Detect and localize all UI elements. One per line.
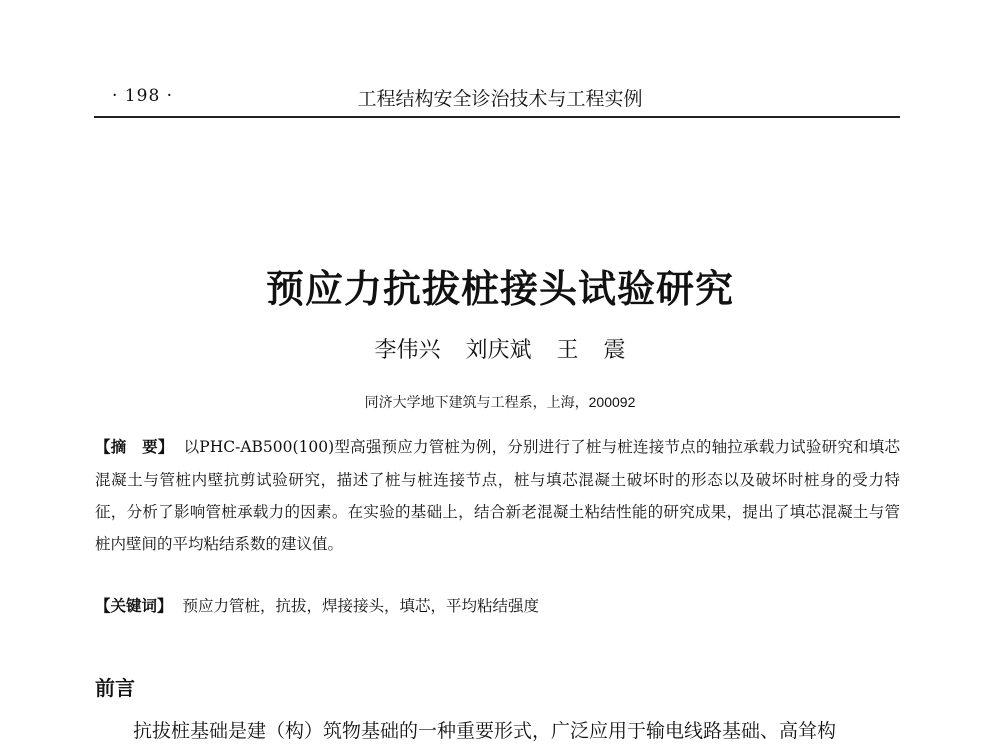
abstract-text: 以PHC-AB500(100)型高强预应力管桩为例，分别进行了桩与桩连接节点的轴拉承载力试验研究和填芯混凝土与管桩内壁抗剪试验研究，描述了桩与桩连接节点，桩与填芯混凝土破坏时的形态以及破坏时桩身的受力特征，分析了影响管桩承载力的因素。在实验的基础上，结合新老混凝土粘结性能的研究成果，提出了填芯混凝土与管桩内壁间的平均粘结系数的建议值。 [95, 438, 900, 553]
affiliation: 同济大学地下建筑与工程系，上海，200092 [364, 394, 636, 410]
body-paragraph: 抗拔桩基础是建（构）筑物基础的一种重要形式，广泛应用于输电线路基础、高耸构 [133, 720, 837, 742]
abstract-label: 【摘 要】 [95, 439, 174, 456]
section-heading-preface: 前言 [95, 678, 135, 700]
keywords [95, 593, 900, 620]
page-number: · 198 · [112, 86, 174, 106]
keywords-label: 【关键词】 [95, 598, 173, 615]
keywords-text: 预应力管桩，抗拔，焊接接头，填芯，平均粘结强度 [182, 597, 540, 615]
abstract [95, 431, 900, 560]
authors: 李伟兴 刘庆斌 王 震 [374, 338, 626, 363]
paper-title: 预应力抗拔桩接头试验研究 [265, 266, 734, 311]
header-rule [94, 116, 900, 118]
running-header-title: 工程结构安全诊治技术与工程实例 [357, 88, 643, 110]
